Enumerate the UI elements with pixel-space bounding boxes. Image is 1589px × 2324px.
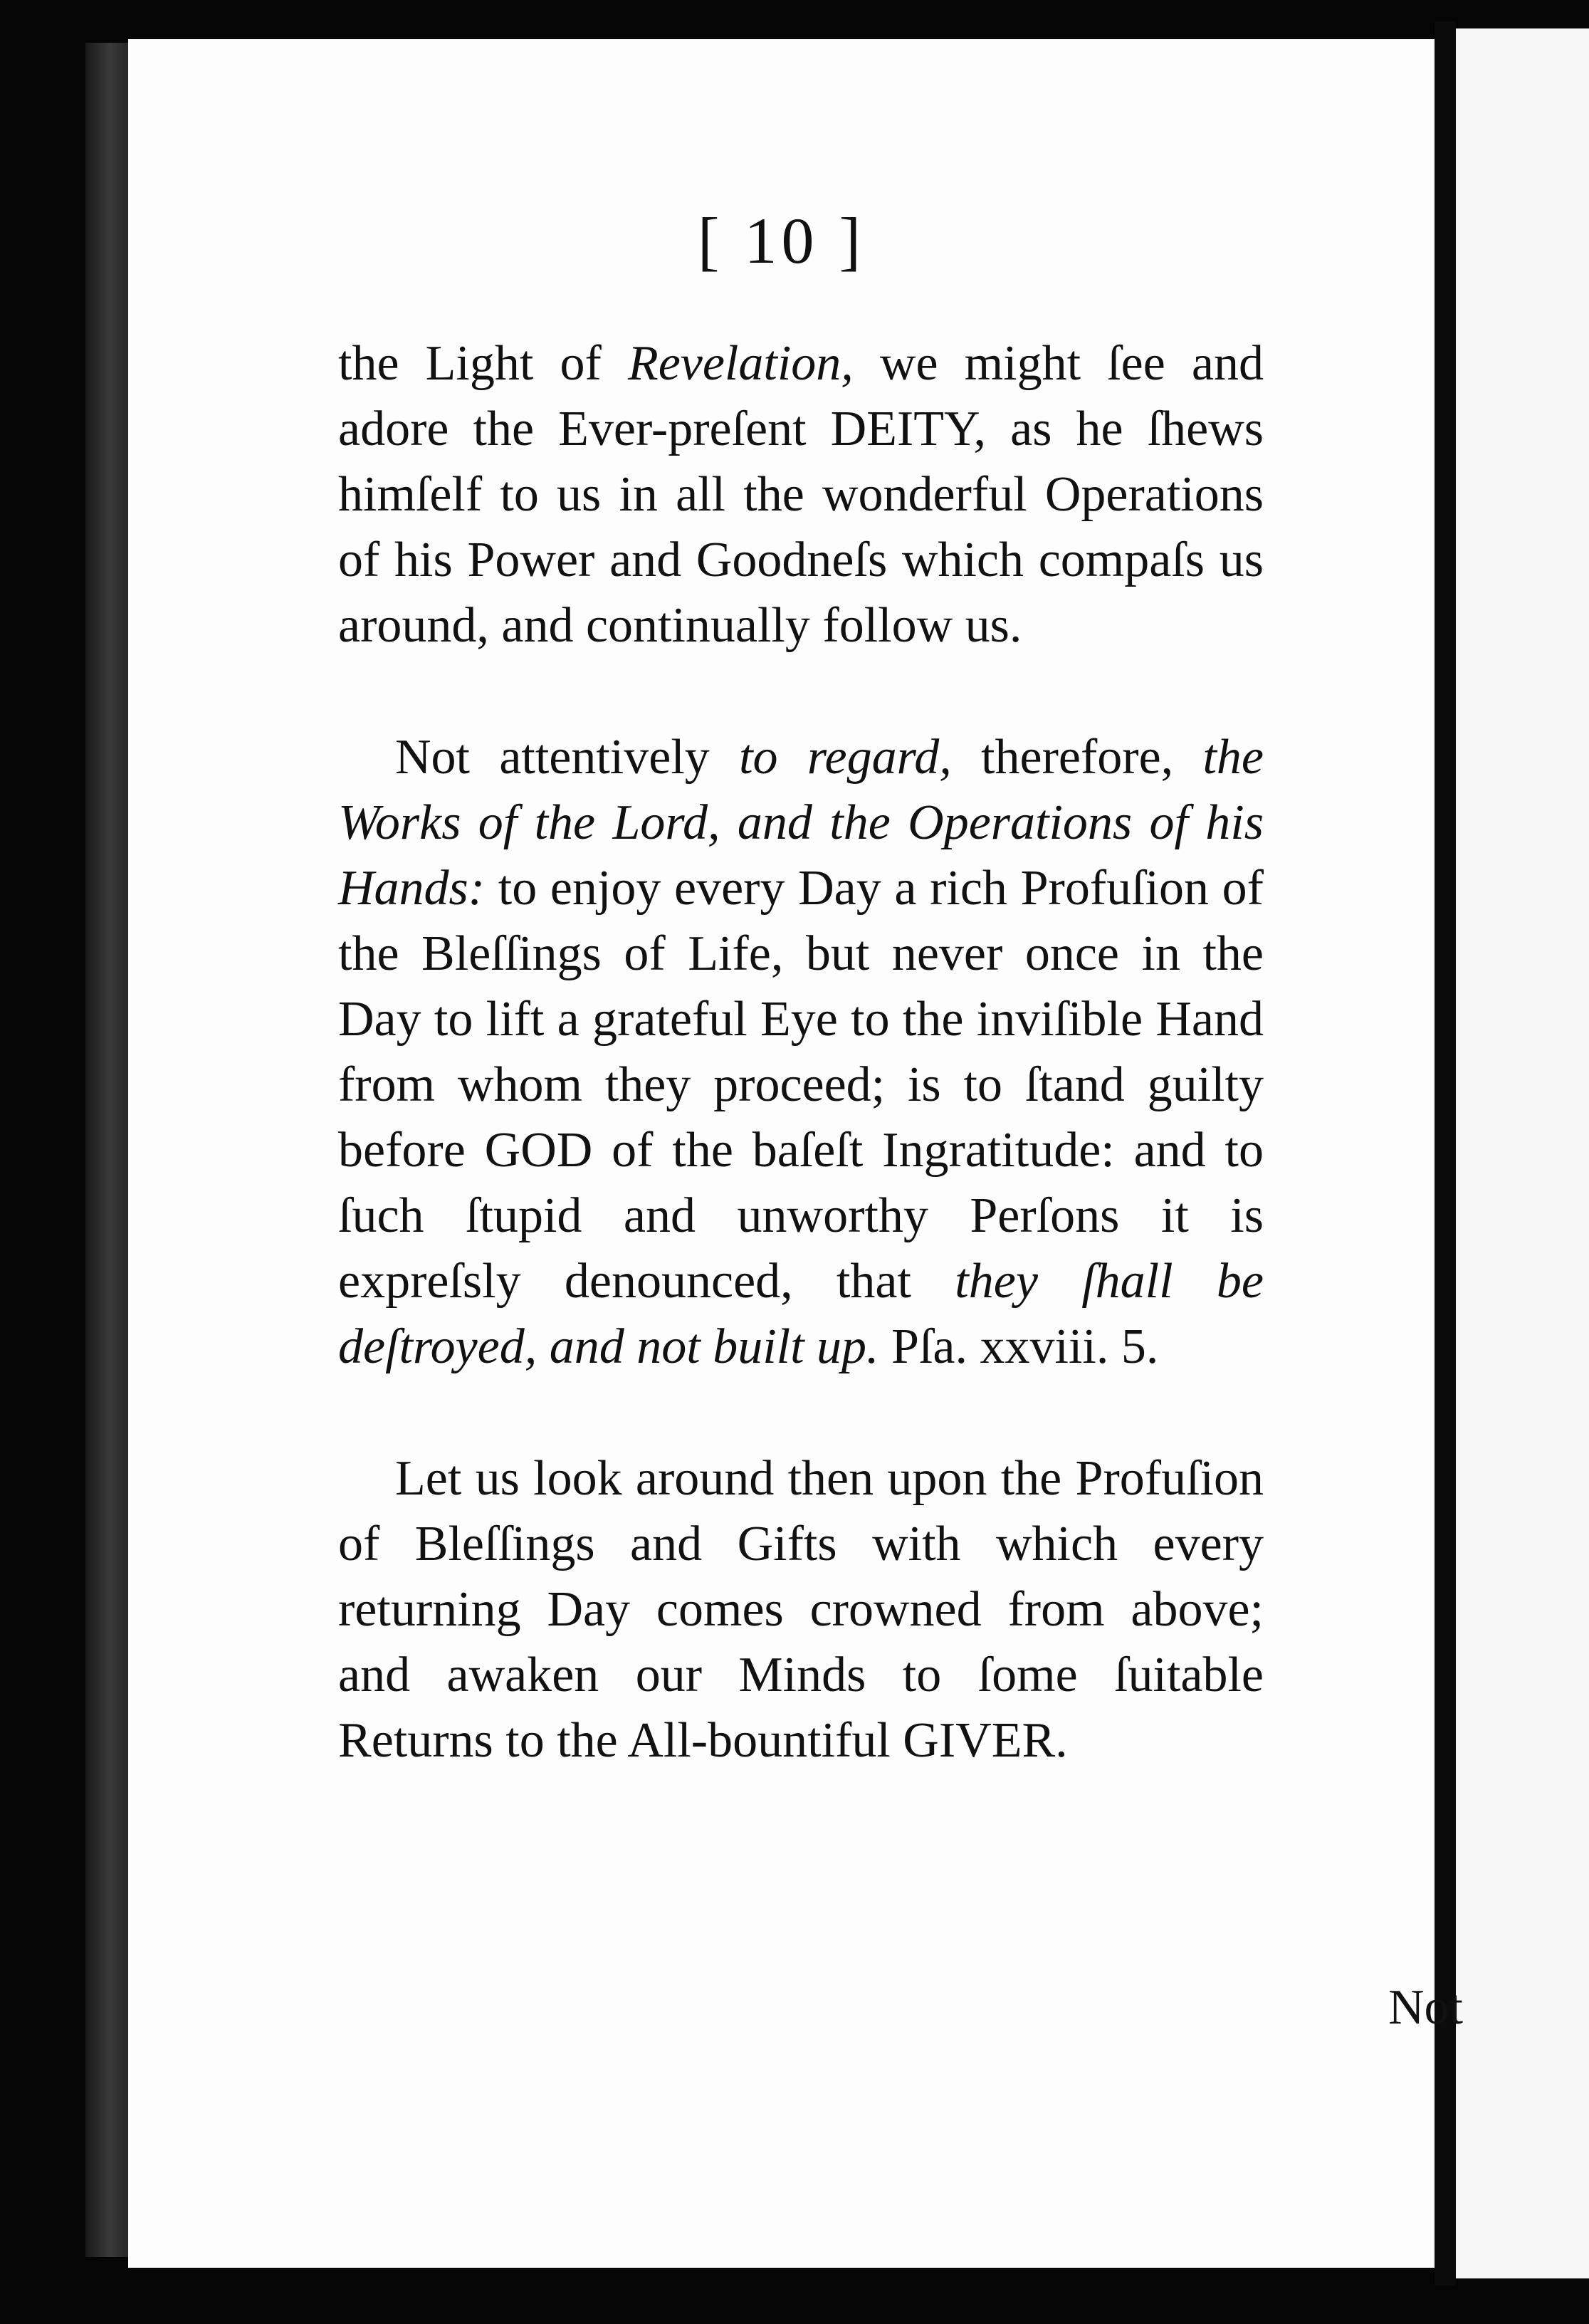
italic-text-run: the Works of the Lord, and the Operations of his Hands: (338, 730, 1264, 916)
facing-page-edge (1456, 28, 1589, 2278)
text-run: we might ſee and adore the Ever-preſent DEITY, as he ſhews himſelf to us in all the wonderful Operations of his Power and Goodneſs which compaſs us around, and continually follow us. (338, 336, 1264, 653)
text-run: Pſa. xxviii. 5. (879, 1319, 1159, 1374)
page-number: [ 10 ] (697, 204, 866, 277)
paragraph-1 (338, 331, 1264, 659)
italic-text-run: they ſhall be deſtroyed, and not built up. (338, 1254, 1264, 1374)
book-page (128, 39, 1463, 2268)
catchword: Not (1388, 1980, 1463, 2035)
paragraph-2 (338, 725, 1264, 1380)
text-run: Not attentively (395, 730, 740, 785)
italic-text-run: Revelation, (627, 336, 854, 391)
text-run: the Light of (338, 336, 628, 391)
paragraph-3 (338, 1446, 1264, 1774)
text-run: Let us look around then upon the Profuſion of Bleſſings and Gifts with which every returning Day comes crowned from above; and awaken our Minds to ſome ſuitable Returns to the All-bountiful GIVER. (338, 1451, 1264, 1768)
text-run: to enjoy every Day a rich Profuſion of the Bleſſings of Life, but never once in the Day to lift a grateful Eye to the inviſible Hand from whom they proceed; is to ſtand guilty before GOD of the baſeſt Ingratitude: and to ſuch ſtupid and unworthy Perſons it is expreſsly denounced, that (338, 861, 1264, 1309)
italic-text-run: to regard, (739, 730, 952, 785)
page-gutter (1435, 21, 1456, 2286)
text-run: therefore, (951, 730, 1203, 785)
page-body-text (338, 331, 1264, 1774)
